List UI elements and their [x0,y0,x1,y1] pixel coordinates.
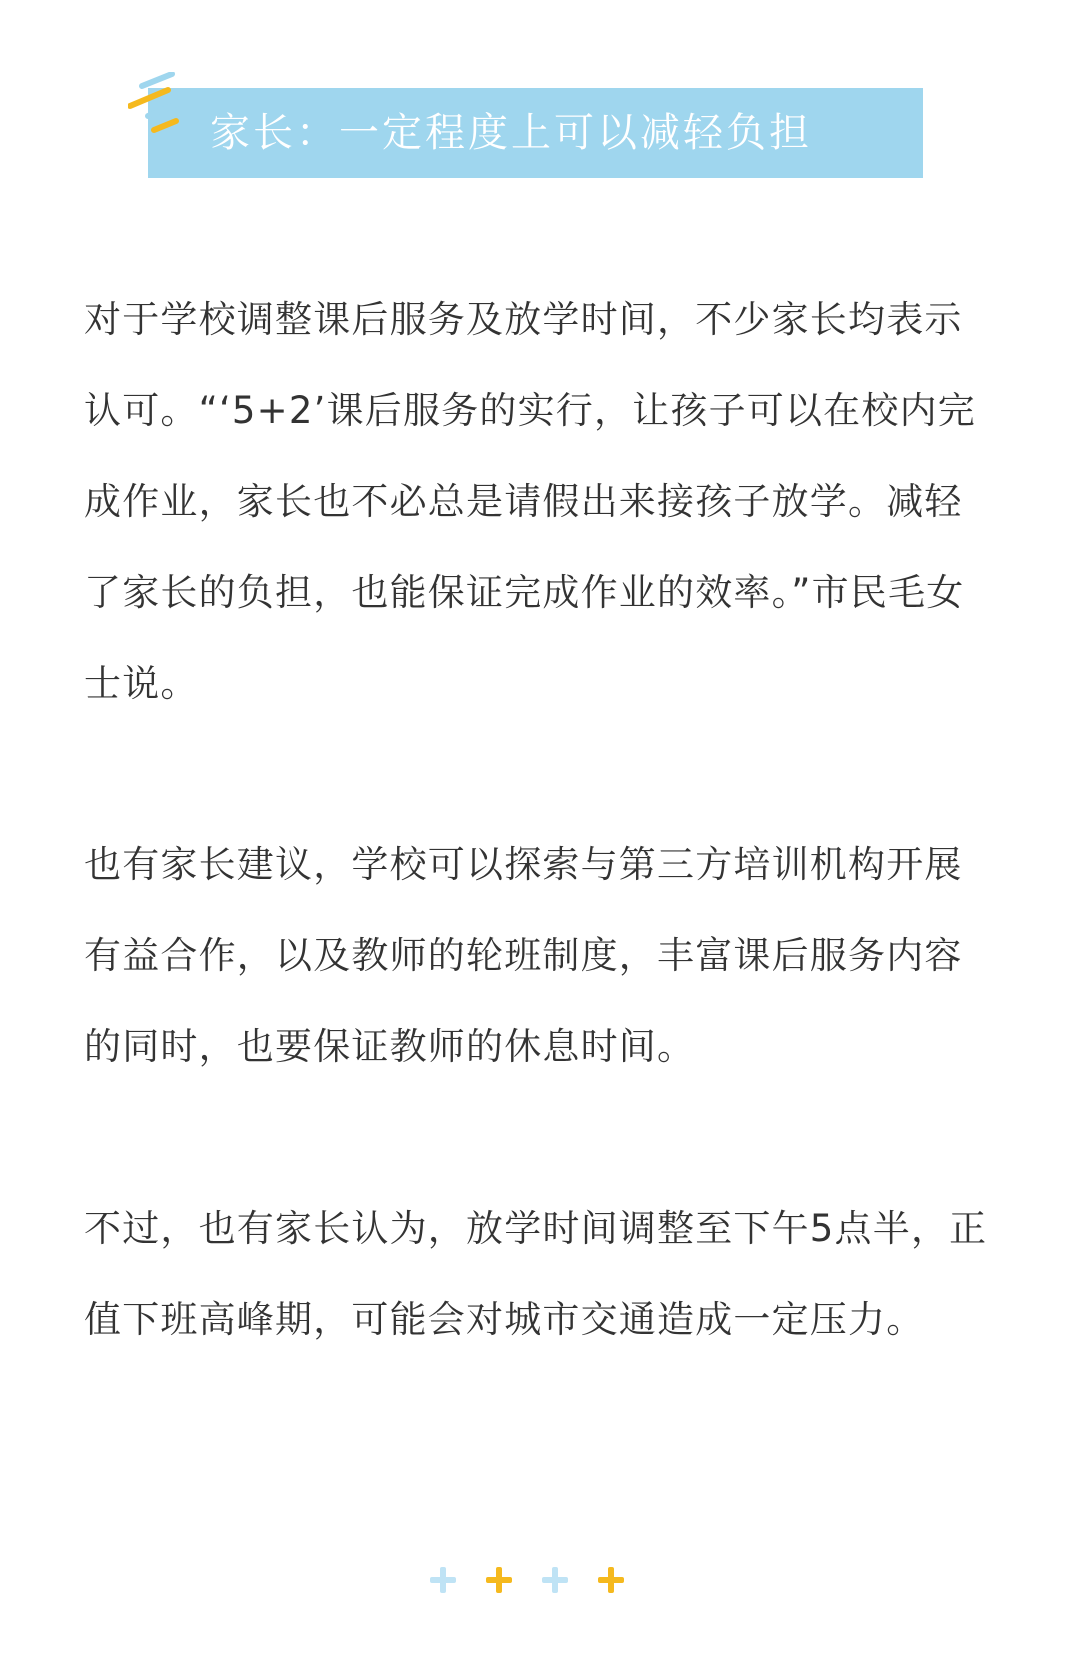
stripes-decoration-icon [128,72,198,142]
article-paragraph-3: 不过，也有家长认为，放学时间调整至下午5点半，正值下班高峰期，可能会对城市交通造成一定压力。 [84,1207,988,1341]
article-paragraph-1: 对于学校调整课后服务及放学时间，不少家长均表示认可。“‘5+2’课后服务的实行，让孩子可以在校内完成作业，家长也不必总是请假出来接孩子放学。减轻了家长的负担，也能保证完成作业的效率。”市民毛女士说。 [84,298,976,705]
section-title: 家长：一定程度上可以减轻负担 [210,110,812,156]
footer-decoration [428,1562,648,1598]
article-paragraph-2: 也有家长建议，学校可以探索与第三方培训机构开展有益合作，以及教师的轮班制度，丰富课后服务内容的同时，也要保证教师的休息时间。 [84,843,963,1068]
plus-icon [598,1567,624,1593]
plus-icon [430,1567,456,1593]
plus-icon [486,1567,512,1593]
plus-icon [542,1567,568,1593]
